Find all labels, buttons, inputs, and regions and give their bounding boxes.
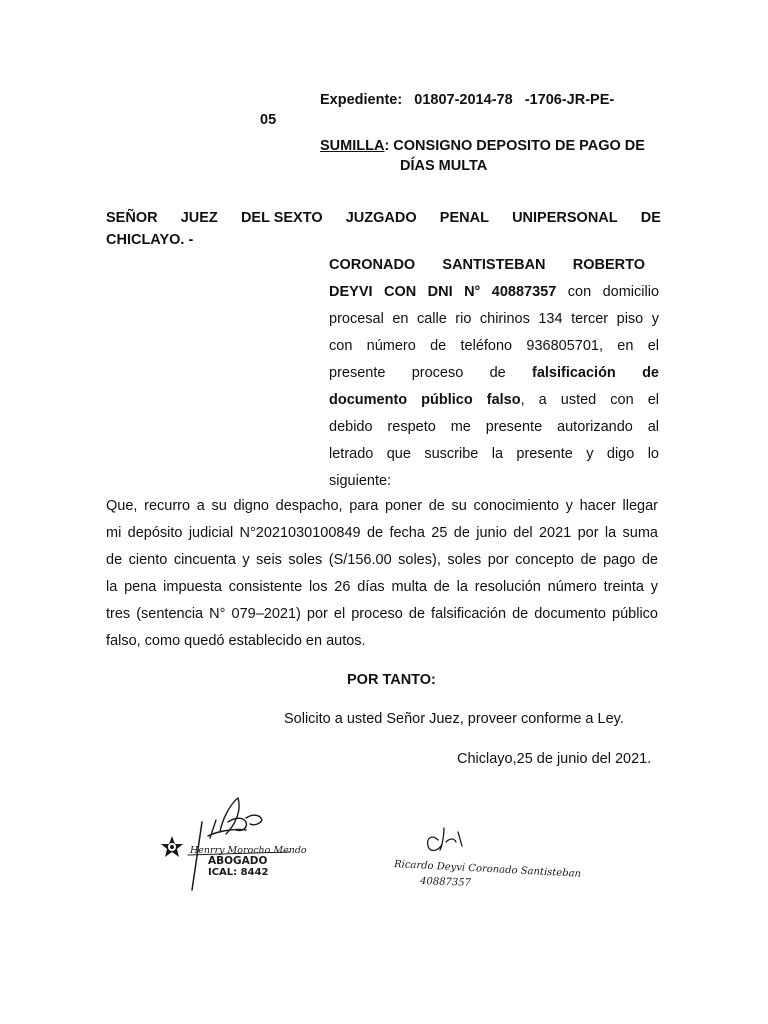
closing-request: Solicito a usted Señor Juez, proveer conforme a Ley. (284, 711, 624, 727)
body-line-5: tres (sentencia N° 079–2021) por el proceso de falsificación de documento público (106, 606, 658, 622)
body-line-4: la pena impuesta consistente los 26 días multa de la resolución número treinta y (106, 579, 658, 595)
sumilla-label: SUMILLA (320, 138, 385, 154)
intro-line-3: procesal en calle rio chirinos 134 tercer piso y (329, 311, 659, 327)
name-word: ROBERTO (572, 257, 645, 273)
sumilla-continuation: DÍAS MULTA (400, 158, 488, 174)
intro-line-5 (329, 365, 659, 381)
sumilla-text: : CONSIGNO DEPOSITO DE PAGO DE (384, 138, 645, 154)
intro-name-line (329, 257, 645, 273)
body-line-2: mi depósito judicial N°2021030100849 de fecha 25 de junio del 2021 por la suma (106, 525, 658, 541)
intro-line-9: siguiente: (329, 473, 392, 489)
intro-line-2-rest: con domicilio (556, 284, 660, 300)
stamp-star-icon (161, 836, 183, 857)
addressee-word: JUZGADO (345, 210, 417, 226)
expediente-label: Expediente: (320, 92, 403, 108)
lawyer-signature-stamp (150, 792, 310, 902)
stamp-bracket-line (192, 822, 202, 890)
name-word: CORONADO (329, 257, 416, 273)
addressee-line-2: CHICLAYO. - (106, 232, 194, 248)
body-line-1: Que, recurro a su digno despacho, para poner de su conocimiento y hacer llegar (106, 498, 658, 514)
name-word: SANTISTEBAN (442, 257, 546, 273)
addressee-word: DE (640, 210, 661, 226)
expediente-line (320, 92, 614, 108)
client-signature-scribble (428, 828, 462, 850)
client-handwritten-name: Ricardo Deyvi Coronado Santisteban (393, 859, 582, 880)
intro-line-6 (329, 392, 659, 408)
stamp-registration: ICAL: 8442 (208, 867, 269, 878)
addressee-word: PENAL (439, 210, 489, 226)
addressee-line-1 (106, 210, 661, 226)
sumilla-line (320, 138, 645, 154)
addressee-word: DEL SEXTO (240, 210, 323, 226)
intro-dni-bold: DEYVI CON DNI N° 40887357 (329, 284, 557, 300)
intro-line-7: debido respeto me presente autorizando al (329, 419, 659, 435)
intro-line-2 (329, 284, 659, 300)
body-line-3: de ciento cincuenta y seis soles (S/156.00 soles), soles por concepto de pago de (106, 552, 658, 568)
stamp-lawyer-name: Henrry Morocho Mendo (190, 845, 307, 856)
expediente-continuation: 05 (260, 112, 277, 128)
addressee-word: UNIPERSONAL (512, 210, 618, 226)
addressee-word: JUEZ (180, 210, 218, 226)
intro-line-5-bold: falsificación de (531, 365, 659, 381)
expediente-suffix: -1706-JR-PE- (524, 92, 615, 108)
body-line-6: falso, como quedó establecido en autos. (106, 633, 366, 649)
client-handwritten-dni: 40887357 (419, 876, 472, 889)
lawyer-signature-scribble (208, 798, 262, 838)
intro-line-4: con número de teléfono 936805701, en el (329, 338, 659, 354)
place-date: Chiclayo,25 de junio del 2021. (457, 751, 652, 767)
addressee-word: SEÑOR (106, 210, 158, 226)
intro-line-6-bold: documento público falso (329, 392, 521, 408)
por-tanto-heading: POR TANTO: (347, 672, 436, 688)
client-signature (380, 820, 620, 900)
intro-line-8: letrado que suscribe la presente y digo lo (329, 446, 659, 462)
intro-line-5-rest: presente proceso de (329, 365, 532, 381)
intro-line-6-rest: , a usted con el (520, 392, 659, 408)
expediente-number: 01807-2014-78 (414, 92, 513, 108)
stamp-title: ABOGADO (208, 855, 268, 867)
